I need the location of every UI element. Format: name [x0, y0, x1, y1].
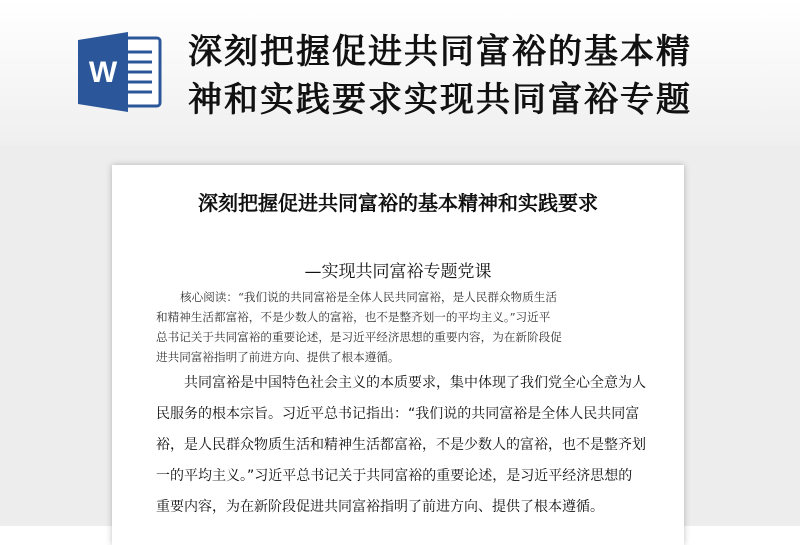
- banner-title-line: 神和实践要求实现共同富裕专题: [188, 80, 692, 120]
- abstract-line: 总书记关于共同富裕的重要论述，是习近平经济思想的重要内容，为在新阶段促: [156, 330, 562, 344]
- abstract-line: 核心阅读：“我们说的共同富裕是全体人民共同富裕，是人民群众物质生活: [180, 290, 557, 304]
- abstract-line: 和精神生活都富裕，不是少数人的富裕，也不是整齐划一的平均主义。”习近平: [156, 310, 551, 324]
- header-banner: [0, 0, 800, 145]
- document-title: 深刻把握促进共同富裕的基本精神和实践要求: [198, 191, 598, 215]
- body-line: 一的平均主义。”习近平总书记关于共同富裕的重要论述，是习近平经济思想的: [156, 468, 633, 484]
- word-letter: W: [88, 56, 118, 89]
- body-paragraph: [156, 368, 644, 523]
- document-page: [112, 165, 684, 545]
- abstract-line: 进共同富裕指明了前进方向、提供了根本遵循。: [156, 350, 400, 364]
- abstract-paragraph: [156, 287, 644, 367]
- body-line: 裕，是人民群众物质生活和精神生活都富裕，不是少数人的富裕，也不是整齐划: [156, 437, 646, 453]
- body-line: 民服务的根本宗旨。习近平总书记指出：“我们说的共同富裕是全体人民共同富: [156, 406, 640, 422]
- banner-title: [188, 28, 788, 124]
- word-icon: [76, 30, 164, 114]
- document-subtitle: —实现共同富裕专题党课: [304, 262, 492, 282]
- body-line: 共同富裕是中国特色社会主义的本质要求，集中体现了我们党全心全意为人: [184, 375, 646, 391]
- body-line: 重要内容，为在新阶段促进共同富裕指明了前进方向、提供了根本遵循。: [156, 499, 604, 515]
- banner-title-line: 深刻把握促进共同富裕的基本精: [188, 32, 692, 72]
